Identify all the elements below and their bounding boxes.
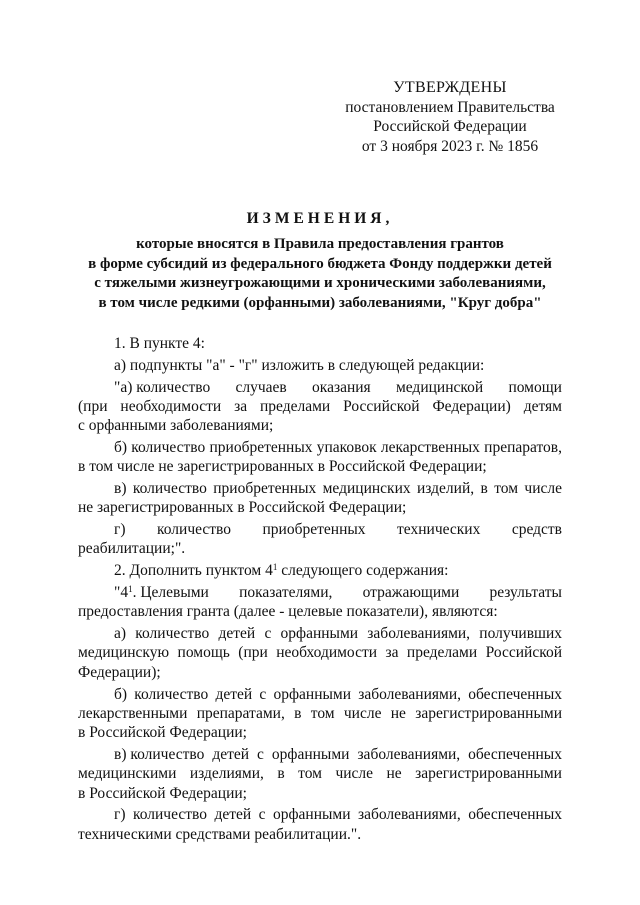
word: изделиями, <box>189 765 264 783</box>
approval-date-line: от 3 ноября 2023 г. № 1856 <box>361 137 539 155</box>
word: необходимости <box>120 397 222 415</box>
subtitle-line: которые вносятся в Правила предоставления грантов <box>136 236 504 252</box>
word: зарегистрированными <box>415 765 562 783</box>
subtitle-line: в форме субсидий из федерального бюджета Фонду поддержки детей <box>88 255 552 272</box>
subtitle-line: с тяжелыми жизнеугрожающими и хроническими заболеваниями, <box>94 275 546 291</box>
paragraph: г) количество приобретенных технических средств реабилитации;". <box>78 521 562 558</box>
word: за <box>234 397 248 415</box>
superscript: 1 <box>128 584 133 595</box>
paragraph-first-line <box>78 583 562 602</box>
paragraph-last-line: Федерации); <box>78 663 161 681</box>
paragraph-last-line: в том числе не зарегистрированных в Российской Федерации; <box>78 458 487 476</box>
paragraph <box>78 479 562 518</box>
paragraph-text: 2. Дополнить пунктом 4 <box>114 562 273 580</box>
word: том <box>298 765 322 783</box>
word: "4 <box>114 584 129 602</box>
word: орфанными <box>271 745 350 763</box>
approval-block <box>340 78 560 156</box>
document-title: ИЗМЕНЕНИЯ, <box>246 210 394 227</box>
word: оказания <box>312 378 371 396</box>
word: случаев <box>235 378 287 396</box>
word: (при <box>78 397 108 415</box>
word: обеспеченных <box>468 745 562 763</box>
paragraph-last-line: с орфанными заболеваниями; <box>78 417 274 435</box>
approval-heading: УТВЕРЖДЕНЫ <box>393 79 507 96</box>
word: отражающими <box>362 584 460 602</box>
paragraph-last-line: в Российской Федерации; <box>78 784 247 802</box>
word: . Целевыми <box>132 584 209 602</box>
paragraph <box>78 745 562 803</box>
paragraph-line <box>78 764 562 783</box>
document-subtitle <box>60 235 580 313</box>
subtitle-line: в том числе редкими (орфанными) заболеваниями, "Круг добра" <box>98 294 542 311</box>
paragraph <box>78 583 562 622</box>
paragraph-first-line: б) количество приобретенных упаковок лекарственных препаратов, <box>114 438 562 456</box>
paragraph <box>78 624 562 682</box>
word: в) количество <box>114 745 205 763</box>
paragraph <box>78 685 562 743</box>
word: помощи <box>508 378 562 396</box>
word: Федерации) <box>432 397 511 415</box>
document-body <box>78 334 562 846</box>
word: детей <box>212 745 250 763</box>
paragraph-last-line: не зарегистрированных в Российской Федерации; <box>78 499 407 517</box>
paragraph-first-line: в) количество приобретенных медицинских изделий, в том числе <box>114 480 562 498</box>
approval-line: постановлением Правительства <box>345 98 555 116</box>
word: пределами <box>260 397 331 415</box>
paragraph-last-line: техническими средствами реабилитации.". <box>78 825 362 843</box>
word: медицинскими <box>78 765 177 783</box>
word: с <box>257 745 264 763</box>
paragraph-first-line <box>78 745 562 764</box>
word: детям <box>523 397 562 415</box>
paragraph-last-line: предоставления гранта (далее - целевые показатели), являются: <box>78 603 498 621</box>
word: результаты <box>489 584 562 602</box>
word: "а) количество <box>114 378 211 396</box>
paragraph <box>78 561 562 580</box>
paragraph-text: следующего содержания: <box>277 562 449 580</box>
superscript: 1 <box>272 562 278 573</box>
word: Российской <box>343 397 420 415</box>
paragraph-first-line: б) количество детей с орфанными заболеваниями, обеспеченных <box>114 685 562 703</box>
word: не <box>386 765 402 783</box>
paragraph-line: лекарственными препаратами, в том числе не зарегистрированными <box>78 704 562 722</box>
approval-line: Российской Федерации <box>373 118 527 135</box>
word: показателями, <box>239 584 333 602</box>
word-group <box>114 583 209 602</box>
word: медицинской <box>395 378 484 396</box>
paragraph-line: медицинскую помощь (при необходимости за пределами Российской <box>78 644 562 662</box>
paragraph-first-line <box>78 378 562 397</box>
paragraph: 1. В пункте 4: <box>114 335 205 352</box>
paragraph-last-line: в Российской Федерации; <box>78 724 247 742</box>
paragraph <box>78 378 562 436</box>
word: в <box>277 765 285 783</box>
paragraph: а) подпункты "а" - "г" изложить в следующей редакции: <box>114 356 485 374</box>
paragraph-first-line: а) количество детей с орфанными заболеваниями, получивших <box>114 625 562 643</box>
paragraph <box>78 438 562 477</box>
paragraph <box>78 805 562 844</box>
word: числе <box>335 765 374 783</box>
paragraph-first-line: г) количество детей с орфанными заболеваниями, обеспеченных <box>114 806 562 824</box>
paragraph-line <box>78 397 562 416</box>
word: заболеваниями, <box>357 745 461 763</box>
